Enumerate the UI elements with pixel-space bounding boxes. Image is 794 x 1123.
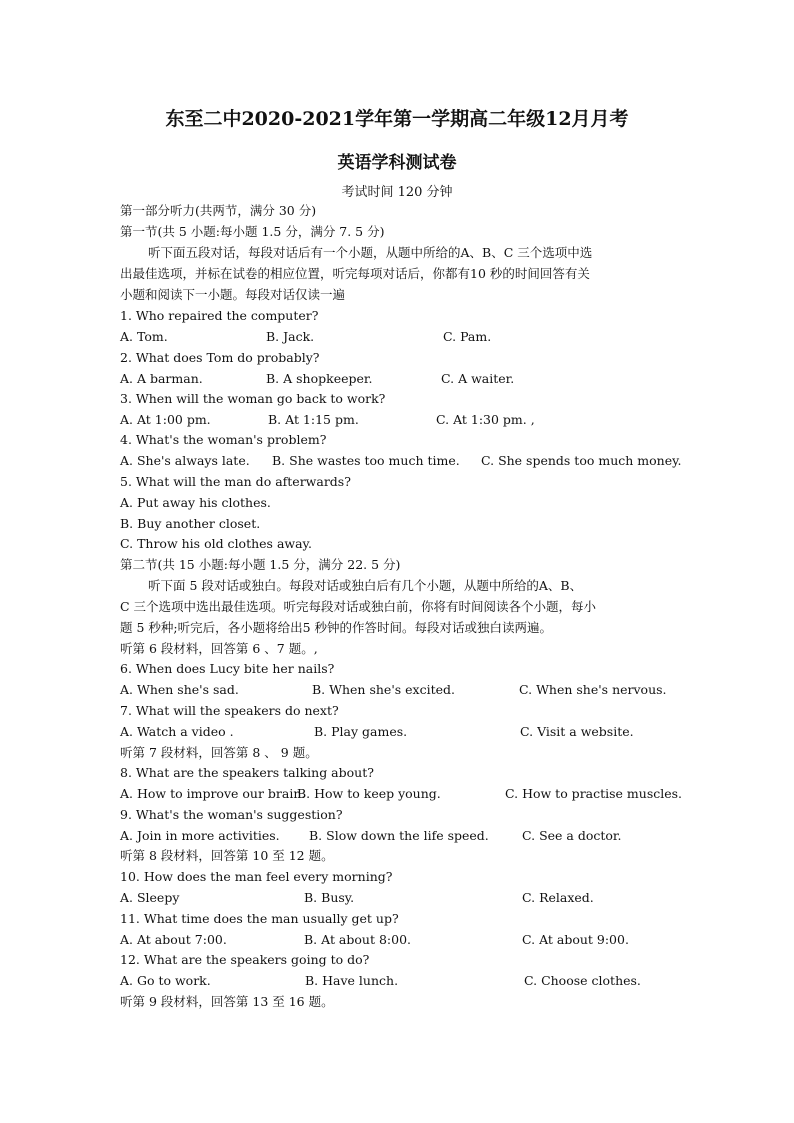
option-c: C. A waiter. <box>441 371 515 386</box>
material-7-note: 听第 7 段材料，回答第 8 、 9 题。 <box>120 745 318 760</box>
option-b: B. Play games. <box>314 724 408 739</box>
exam-title: 东至二中2020-2021学年第一学期高二年级12月月考 <box>165 108 629 130</box>
question-6: 6. When does Lucy bite her nails? <box>120 661 335 676</box>
option-b: B. Jack. <box>266 329 315 344</box>
question-5: 5. What will the man do afterwards? <box>120 474 351 489</box>
option-a: A. At about 7:00. <box>120 932 227 947</box>
exam-time: 考试时间 120 分钟 <box>341 185 453 200</box>
option-b: B. Busy. <box>304 890 355 905</box>
part1-heading: 第一部分听力(共两节，满分 30 分) <box>120 203 317 218</box>
option-c: C. At about 9:00. <box>522 932 629 947</box>
section2-heading: 第二节(共 15 小题:每小题 1.5 分，满分 22. 5 分) <box>120 557 401 572</box>
section2-instruction-line: 听下面 5 段对话或独白。每段对话或独白后有几个小题，从题中所给的A、B、 <box>148 578 583 593</box>
option-b: B. A shopkeeper. <box>266 371 373 386</box>
option-a: A. Sleepy <box>120 890 180 905</box>
question-8: 8. What are the speakers talking about? <box>120 765 374 780</box>
option-a: A. Go to work. <box>120 973 211 988</box>
option-a: A. Put away his clothes. <box>120 495 271 510</box>
question-7: 7. What will the speakers do next? <box>120 703 339 718</box>
question-12: 12. What are the speakers going to do? <box>120 952 370 967</box>
option-c: C. See a doctor. <box>522 828 622 843</box>
question-9: 9. What's the woman's suggestion? <box>120 807 343 822</box>
option-b: B. How to keep young. <box>297 786 441 801</box>
question-10: 10. How does the man feel every morning? <box>120 869 393 884</box>
section1-instruction-line: 小题和阅读下一小题。每段对话仅读一遍 <box>120 287 346 302</box>
material-9-note: 听第 9 段材料，回答第 13 至 16 题。 <box>120 994 334 1009</box>
option-c: C. She spends too much money. <box>481 453 682 468</box>
option-b: B. At about 8:00. <box>304 932 412 947</box>
option-a: A. When she's sad. <box>120 682 239 697</box>
option-c: C. When she's nervous. <box>519 682 667 697</box>
option-c: C. Throw his old clothes away. <box>120 536 312 551</box>
question-11: 11. What time does the man usually get up? <box>120 911 399 926</box>
option-a: A. At 1:00 pm. <box>120 412 211 427</box>
option-a: A. A barman. <box>120 371 203 386</box>
material-6-note: 听第 6 段材料，回答第 6 、7 题。, <box>120 641 318 656</box>
question-2: 2. What does Tom do probably? <box>120 350 320 365</box>
option-c: C. Choose clothes. <box>524 973 641 988</box>
option-b: B. She wastes too much time. <box>272 453 460 468</box>
option-b: B. At 1:15 pm. <box>268 412 359 427</box>
section2-instruction-line: 题 5 秒种;听完后，各小题将给出5 秒钟的作答时间。每段对话或独白读两遍。 <box>120 620 553 635</box>
option-a: A. Tom. <box>120 329 168 344</box>
option-b: B. Buy another closet. <box>120 516 261 531</box>
option-a: A. She's always late. <box>120 453 250 468</box>
section2-instruction-line: C 三个选项中选出最佳选项。听完每段对话或独白前，你将有时间阅读各个小题，每小 <box>120 599 597 614</box>
option-a: A. Join in more activities. <box>120 828 280 843</box>
option-b: B. Slow down the life speed. <box>309 828 489 843</box>
option-a: A. How to improve our brain. <box>120 786 306 801</box>
option-a: A. Watch a video . <box>120 724 234 739</box>
question-1: 1. Who repaired the computer? <box>120 308 319 323</box>
option-c: C. Relaxed. <box>522 890 594 905</box>
section1-instruction-line: 出最佳选项，并标在试卷的相应位置，听完每项对话后，你都有10 秒的时间回答有关 <box>120 266 590 281</box>
option-c: C. Pam. <box>443 329 492 344</box>
option-c: C. At 1:30 pm. , <box>436 412 535 427</box>
question-3: 3. When will the woman go back to work? <box>120 391 386 406</box>
exam-subtitle: 英语学科测试卷 <box>337 153 457 173</box>
option-b: B. When she's excited. <box>312 682 455 697</box>
question-4: 4. What's the woman's problem? <box>120 432 327 447</box>
section1-heading: 第一节(共 5 小题:每小题 1.5 分，满分 7. 5 分) <box>120 224 385 239</box>
material-8-note: 听第 8 段材料，回答第 10 至 12 题。 <box>120 848 334 863</box>
section1-instruction-line: 听下面五段对话，每段对话后有一个小题，从题中所给的A、B、C 三个选项中选 <box>148 245 593 260</box>
option-c: C. Visit a website. <box>520 724 634 739</box>
option-c: C. How to practise muscles. <box>505 786 683 801</box>
option-b: B. Have lunch. <box>305 973 399 988</box>
